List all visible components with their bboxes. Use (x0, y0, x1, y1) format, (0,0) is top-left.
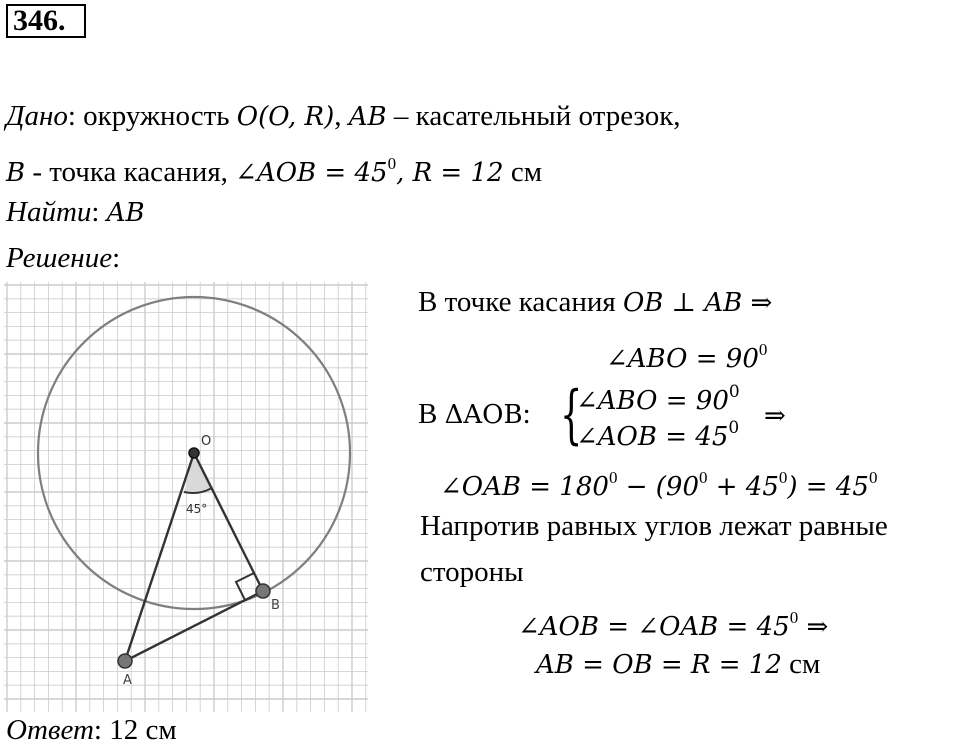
segment-ob (194, 453, 263, 591)
step-8-math: AB = OB = R = 12 (536, 650, 782, 680)
step-7-arrow: ⇒ (798, 612, 829, 642)
step-1-math: OB ⊥ AB ⇒ (622, 288, 773, 318)
step-4-d: ) = 45 (787, 472, 869, 502)
step-3-colon: : (522, 398, 531, 430)
step-8 (536, 646, 820, 683)
step-3-triangle-name: ΔAOB (444, 400, 523, 430)
answer-value: 12 см (109, 714, 177, 746)
solution-colon: : (112, 242, 121, 274)
step-2-degree: 0 (758, 340, 768, 359)
step-3 (418, 396, 531, 433)
system-arrow: ⇒ (764, 401, 786, 431)
given-text-1: : окружность (67, 100, 237, 132)
point-o (189, 448, 199, 458)
find-colon: : (91, 196, 107, 228)
label-a: A (123, 673, 132, 688)
step-4 (440, 460, 877, 505)
system-row-1-text: ∠ABO = 90 (576, 386, 729, 416)
given-angle-degree: 0 (387, 154, 397, 173)
given-line-1 (6, 98, 681, 135)
point-b (256, 584, 270, 598)
system-of-equations (560, 380, 760, 452)
system-row-1-degree: 0 (728, 382, 740, 402)
given-circle: O(O, R) (236, 102, 335, 132)
system-row-1 (576, 382, 740, 416)
system-row-2 (576, 418, 739, 452)
find-line (6, 194, 145, 231)
step-2-math: ∠ABO = 90 (606, 344, 759, 374)
step-1-text: В точке касания (418, 286, 623, 318)
step-8-unit: см (781, 648, 821, 680)
given-segment: AB (348, 102, 387, 132)
given-comma: , (396, 158, 413, 188)
step-5: Напротив равных углов лежат равные (420, 510, 888, 542)
given-point: B (6, 158, 26, 188)
step-3-text: В (418, 398, 445, 430)
label-b: B (271, 598, 280, 613)
step-4-b: − (90 (617, 472, 699, 502)
given-text-3: - точка касания, (25, 156, 236, 188)
step-6: стороны (420, 556, 524, 588)
step-4-deg-2: 0 (698, 468, 708, 487)
find-label: Найти (6, 196, 92, 228)
label-o: O (201, 434, 212, 449)
solution-label: Решение (6, 242, 113, 274)
step-3-triangle (445, 400, 523, 430)
grid (4, 282, 368, 712)
step-4-a: ∠OAB = 180 (440, 472, 609, 502)
given-angle: ∠AOB = 45 (235, 158, 388, 188)
problem-number: 346. (6, 4, 86, 38)
step-4-deg-1: 0 (608, 468, 618, 487)
system-row-2-degree: 0 (728, 418, 740, 438)
geometry-figure (4, 282, 368, 712)
given-unit: см (503, 156, 543, 188)
step-1 (418, 284, 772, 321)
answer-label: Ответ (6, 714, 94, 746)
angle-label: 45° (186, 502, 208, 516)
step-7 (518, 600, 828, 645)
given-sep: , (334, 100, 349, 132)
given-line-2 (6, 146, 542, 191)
answer-colon: : (93, 714, 110, 746)
step-4-deg-3: 0 (778, 468, 788, 487)
given-label: Дано (6, 100, 68, 132)
answer-line (6, 712, 177, 748)
system-row-2-text: ∠AOB = 45 (576, 422, 729, 452)
point-a (118, 654, 132, 668)
step-4-c: + 45 (707, 472, 779, 502)
given-radius: R = 12 (412, 158, 504, 188)
step-7-degree: 0 (789, 608, 799, 627)
step-7-math: ∠AOB = ∠OAB = 45 (518, 612, 790, 642)
system-brace: { (560, 378, 583, 452)
find-value: AB (106, 198, 145, 228)
solution-line (6, 240, 120, 276)
step-4-deg-4: 0 (868, 468, 878, 487)
step-2 (606, 332, 767, 377)
given-text-2: – касательный отрезок, (386, 100, 681, 132)
